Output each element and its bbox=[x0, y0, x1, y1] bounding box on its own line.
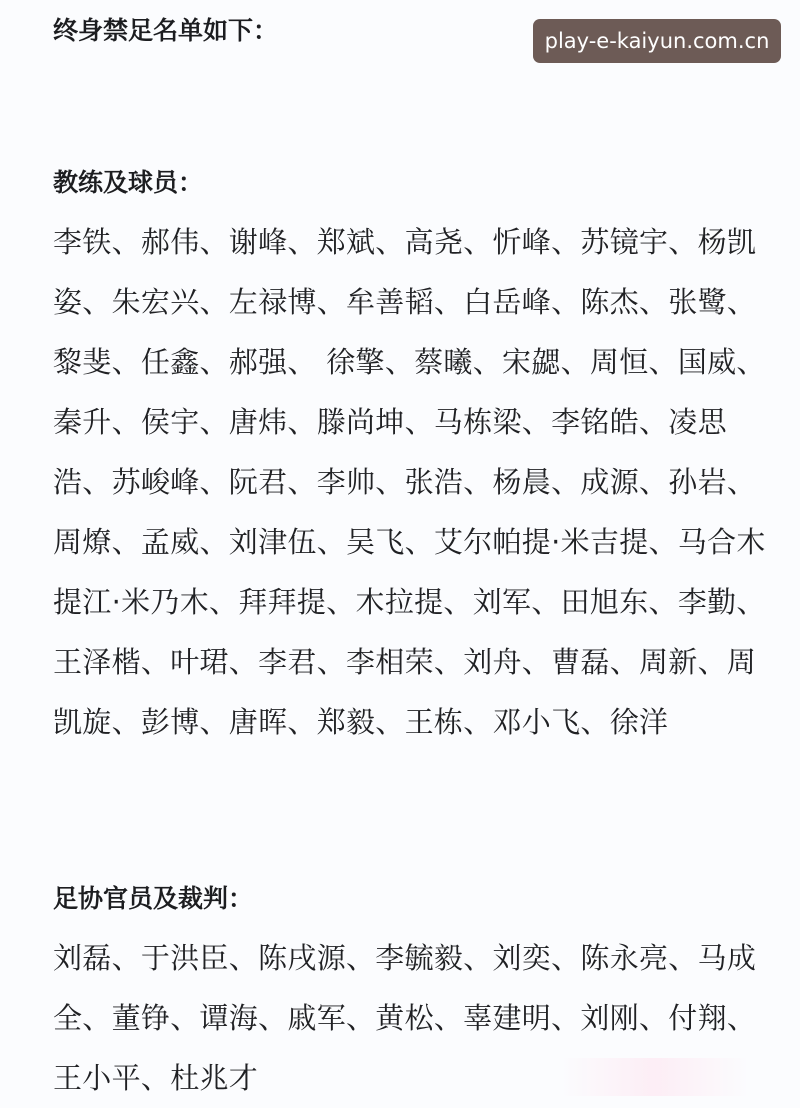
corner-watermark-blur bbox=[560, 1058, 750, 1096]
officials-name-list: 刘磊、于洪臣、陈戌源、李毓毅、刘奕、陈永亮、马成全、董铮、谭海、戚军、黄松、辜建明、刘刚、付翔、王小平、杜兆才 bbox=[53, 941, 757, 1095]
watermark: play-e-kaiyun.com.cn bbox=[533, 19, 781, 63]
players-name-list: 李铁、郝伟、谢峰、郑斌、高尧、忻峰、苏镜宇、杨凯姿、朱宏兴、左禄博、牟善韬、白岳峰、陈杰、张鹭、黎斐、任鑫、郝强、 徐擎、蔡曦、宋勰、周恒、国威、秦升、侯宇、唐炜、滕尚坤、马栋梁、李铭皓、凌思浩、苏峻峰、阮君、李帅、张浩、杨晨、成源、孙岩、周燎、孟威、刘津伍、吴飞、艾尔帕提·米吉提、马合木提江·米乃木、拜拜提、木拉提、刘军、田旭东、李勤、王泽楷、叶珺、李君、李相荣、刘舟、曹磊、周新、周凯旋、彭博、唐晖、郑毅、王栋、邓小飞、徐洋 bbox=[53, 225, 766, 739]
section-heading-players: 教练及球员： bbox=[53, 168, 204, 197]
section-heading-officials: 足协官员及裁判： bbox=[53, 884, 254, 913]
page-title: 终身禁足名单如下： bbox=[53, 16, 279, 45]
